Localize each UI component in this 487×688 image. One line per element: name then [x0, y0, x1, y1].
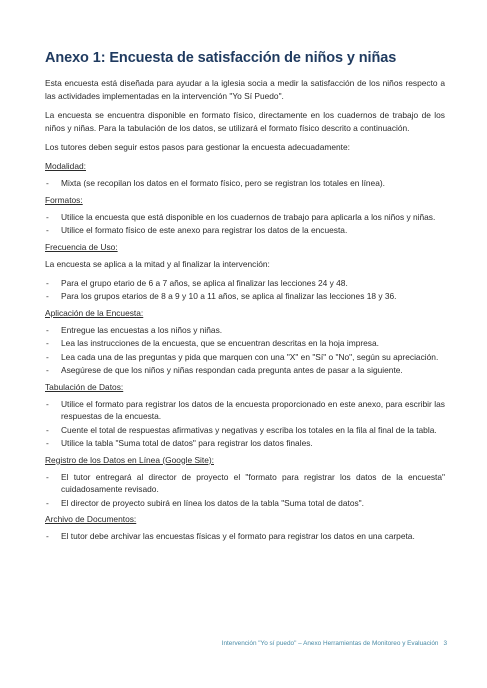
page-title: Anexo 1: Encuesta de satisfacción de niños y niñas	[45, 50, 397, 66]
section-list-formatos	[45, 211, 445, 237]
document-page	[45, 50, 445, 547]
steps-paragraph: Los tutores deben seguir estos pasos para gestionar la encuesta adecuadamente:	[45, 142, 350, 152]
section-heading-formatos: Formatos:	[45, 194, 83, 205]
section-list-archivo	[45, 530, 445, 543]
section-heading-registro: Registro de los Datos en Línea (Google Site):	[45, 454, 214, 465]
section-heading-modalidad: Modalidad:	[45, 161, 86, 171]
section-heading-archivo: Archivo de Documentos:	[45, 514, 137, 524]
list-item: - Entregue las encuestas a los niños y niñas.	[46, 324, 223, 335]
section-list-tabulacion	[45, 398, 445, 450]
section-list-aplicacion	[45, 324, 445, 377]
list-item: - Asegúrese de que los niños y niñas respondan cada pregunta antes de pasar a la siguiente.	[46, 365, 403, 375]
list-item: - Lea las instrucciones de la encuesta, que se encuentran descritas en la hoja impresa.	[46, 338, 379, 348]
list-item: - El tutor debe archivar las encuestas físicas y el formato para registrar los datos en una carpeta.	[46, 531, 415, 541]
section-heading-tabulacion: Tabulación de Datos:	[45, 381, 124, 392]
list-item: - Utilice la tabla "Suma total de datos" para registrar los datos finales.	[46, 438, 313, 448]
list-item: - El director de proyecto subirá en línea los datos de la tabla "Suma total de datos".	[46, 497, 364, 508]
list-item: - Utilice la encuesta que está disponible en los cuadernos de trabajo para aplicarla a los niños y niñas.	[46, 211, 436, 222]
footer-text: Intervención "Yo sí puedo" – Anexo Herramientas de Monitoreo y Evaluación	[221, 640, 439, 647]
list-item: - Utilice el formato para registrar los datos de la encuesta proporcionado en este anexo, para escribir las respuestas de la encuesta.	[46, 398, 445, 421]
page-number: 3	[443, 640, 447, 647]
list-item: - Para los grupos etarios de 8 a 9 y 10 a 11 años, se aplica al finalizar las lecciones 18 y 36.	[46, 291, 397, 301]
section-list-registro	[45, 471, 445, 510]
section-list-frecuencia	[45, 277, 445, 303]
list-item: - Lea cada una de las preguntas y pida que marquen con una "X" en "Sí" o "No", según su apreciación.	[46, 351, 439, 362]
page-footer	[200, 640, 447, 647]
section-heading-aplicacion: Aplicación de la Encuesta:	[45, 307, 144, 318]
list-item: - Cuente el total de respuestas afirmativas y negativas y escriba los totales en la fila al final de la tabla.	[46, 424, 437, 435]
list-item: - El tutor entregará al director de proyecto el "formato para registrar los datos de la encuesta" cuidadosamente revisado.	[46, 471, 445, 494]
intro-paragraph: Esta encuesta está diseñada para ayudar a la iglesia socia a medir la satisfacción de los niños respecto a las actividades implementadas en la intervención "Yo Sí Puedo".	[45, 78, 445, 101]
format-paragraph: La encuesta se encuentra disponible en formato físico, directamente en los cuadernos de trabajo de los niños y niñas. Para la tabulación de los datos, se utilizará el formato físico descrito a continuación.	[45, 110, 445, 133]
list-item: - Para el grupo etario de 6 a 7 años, se aplica al finalizar las lecciones 24 y 48.	[46, 277, 348, 288]
list-item: - Utilice el formato físico de este anexo para registrar los datos de la encuesta.	[46, 225, 348, 235]
section-list-modalidad	[45, 177, 445, 190]
section-heading-frecuencia: Frecuencia de Uso:	[45, 241, 118, 252]
list-item: - Mixta (se recopilan los datos en el formato físico, pero se registran los totales en línea).	[46, 178, 385, 188]
frecuencia-intro: La encuesta se aplica a la mitad y al finalizar la intervención:	[45, 258, 270, 269]
